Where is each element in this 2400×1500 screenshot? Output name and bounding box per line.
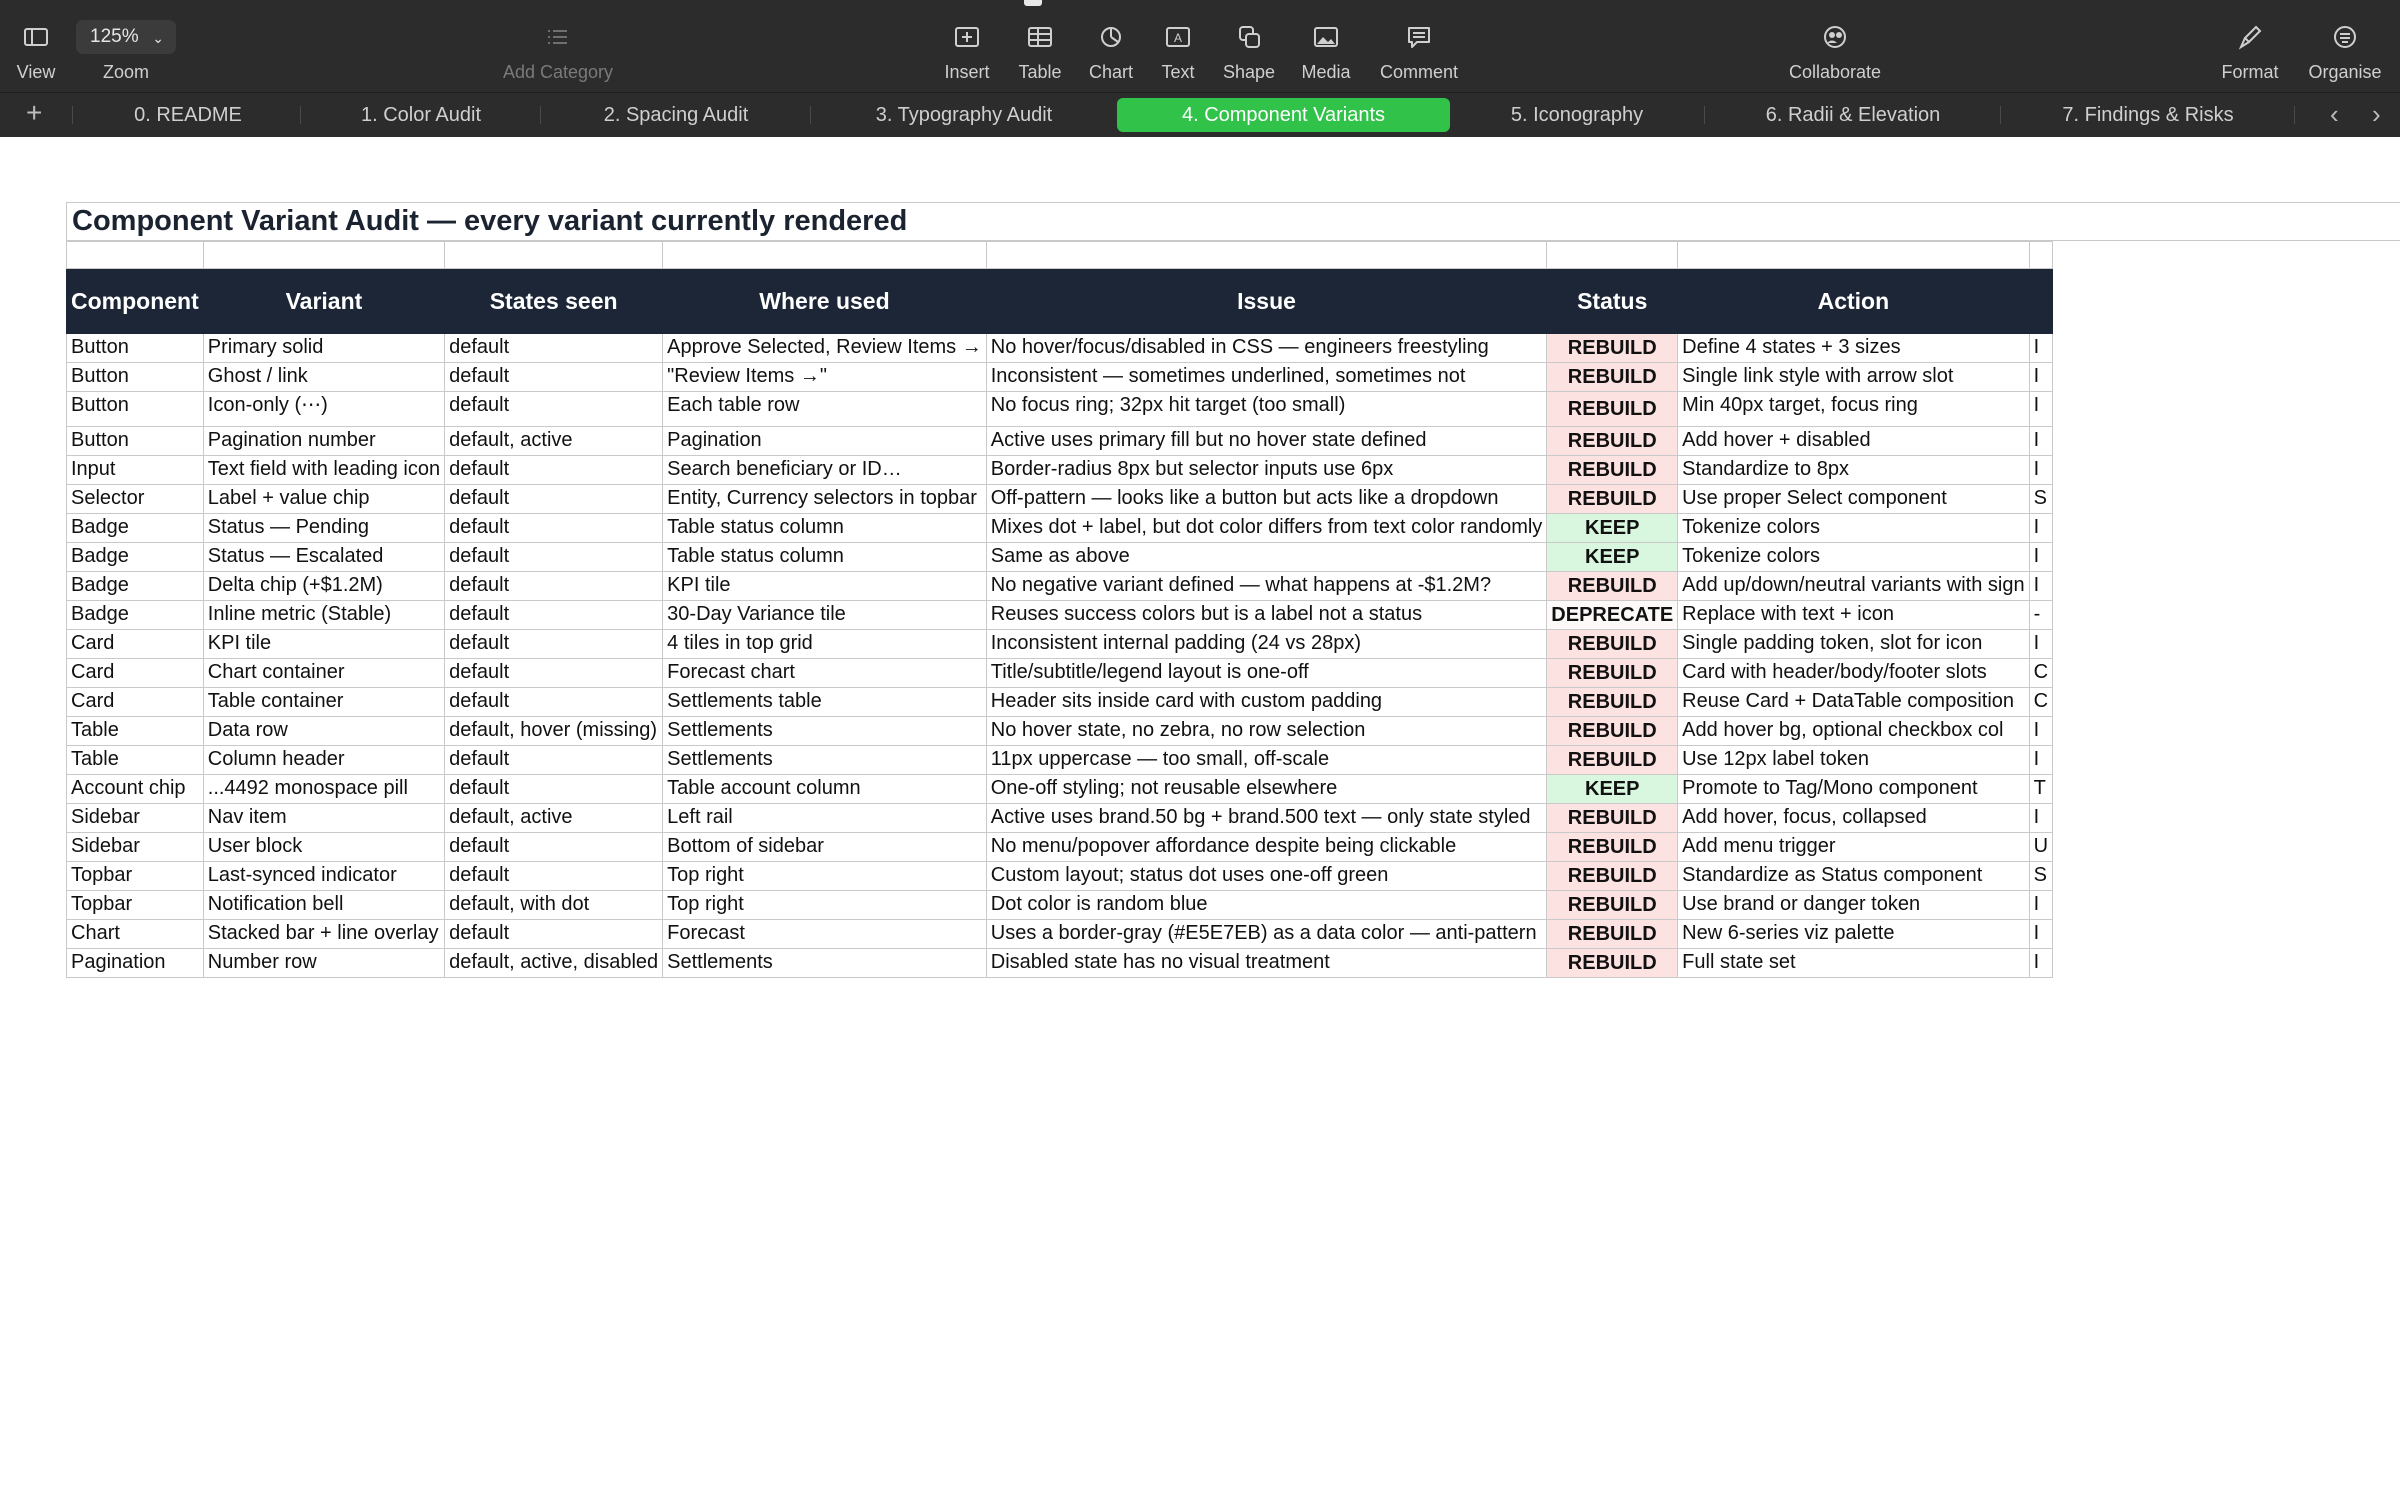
table-row xyxy=(67,891,2053,920)
cell-component[interactable]: Card xyxy=(67,659,204,688)
cell-states-seen[interactable]: default xyxy=(445,659,663,688)
cell-component[interactable]: Badge xyxy=(67,514,204,543)
variant-table xyxy=(66,241,2053,978)
cell-variant[interactable]: User block xyxy=(203,833,444,862)
cell-issue[interactable]: One-off styling; not reusable elsewhere xyxy=(986,775,1547,804)
cell-status[interactable]: REBUILD xyxy=(1547,334,1678,363)
cell-overflow[interactable]: C xyxy=(2029,688,2052,717)
cell-status[interactable]: REBUILD xyxy=(1547,363,1678,392)
cell-variant[interactable]: Status — Pending xyxy=(203,514,444,543)
cell-states-seen[interactable]: default, hover (missing) xyxy=(445,717,663,746)
comment-label: Comment xyxy=(1379,62,1459,82)
table-row xyxy=(67,572,2053,601)
cell-issue[interactable]: No hover state, no zebra, no row selection xyxy=(986,717,1547,746)
tab-iconography[interactable]: 5. Iconography xyxy=(1510,104,1644,126)
cell-overflow[interactable]: I xyxy=(2029,717,2052,746)
tab-readme[interactable]: 0. README xyxy=(134,104,242,126)
cell-variant[interactable]: Data row xyxy=(203,717,444,746)
column-header-variant[interactable]: Variant xyxy=(203,269,444,334)
cell-component[interactable]: Badge xyxy=(67,543,204,572)
tab-component-variants[interactable]: 4. Component Variants xyxy=(1117,98,1450,132)
cell-component[interactable]: Table xyxy=(67,717,204,746)
view-button[interactable] xyxy=(0,0,72,92)
cell-overflow[interactable]: U xyxy=(2029,833,2052,862)
cell-component[interactable]: Button xyxy=(67,427,204,456)
cell-status[interactable]: REBUILD xyxy=(1547,630,1678,659)
cell-action[interactable]: Use 12px label token xyxy=(1678,746,2029,775)
cell-status[interactable]: REBUILD xyxy=(1547,572,1678,601)
cell-component[interactable]: Topbar xyxy=(67,891,204,920)
tab-divider xyxy=(72,106,73,124)
cell-variant[interactable]: Icon-only (⋯) xyxy=(203,392,444,427)
cell-states-seen[interactable]: default xyxy=(445,456,663,485)
sheet-canvas xyxy=(0,137,2400,1500)
organise-label: Organise xyxy=(2308,62,2382,82)
collaborate-label: Collaborate xyxy=(1788,62,1882,82)
cell-status[interactable]: REBUILD xyxy=(1547,949,1678,978)
table-row xyxy=(67,920,2053,949)
cell-action[interactable]: Tokenize colors xyxy=(1678,514,2029,543)
cell-states-seen[interactable]: default xyxy=(445,775,663,804)
cell-where-used[interactable]: Settlements xyxy=(663,949,987,978)
cell-status[interactable]: REBUILD xyxy=(1547,659,1678,688)
table-row xyxy=(67,392,2053,427)
cell-status[interactable]: REBUILD xyxy=(1547,862,1678,891)
cell-overflow[interactable]: - xyxy=(2029,601,2052,630)
cell-states-seen[interactable]: default, active xyxy=(445,804,663,833)
insert-button[interactable] xyxy=(934,0,1000,92)
cell-component[interactable]: Account chip xyxy=(67,775,204,804)
cell-issue[interactable]: No focus ring; 32px hit target (too small) xyxy=(986,392,1547,427)
cell-states-seen[interactable]: default xyxy=(445,514,663,543)
tab-divider xyxy=(1704,106,1705,124)
cell-states-seen[interactable]: default, active xyxy=(445,427,663,456)
cell-issue[interactable]: Active uses brand.50 bg + brand.500 text — only state styled xyxy=(986,804,1547,833)
cell-overflow[interactable]: I xyxy=(2029,514,2052,543)
cell-overflow[interactable]: I xyxy=(2029,543,2052,572)
text-button[interactable] xyxy=(1150,0,1206,92)
cell-issue[interactable]: No menu/popover affordance despite being clickable xyxy=(986,833,1547,862)
cell-action[interactable]: Add menu trigger xyxy=(1678,833,2029,862)
add-category-button[interactable] xyxy=(480,0,636,92)
cell-component[interactable]: Button xyxy=(67,363,204,392)
table-row xyxy=(67,659,2053,688)
cell[interactable] xyxy=(445,242,663,269)
table-row xyxy=(67,804,2053,833)
cell-variant[interactable]: Ghost / link xyxy=(203,363,444,392)
cell-component[interactable]: Card xyxy=(67,688,204,717)
cell-where-used[interactable]: Bottom of sidebar xyxy=(663,833,987,862)
cell-states-seen[interactable]: default xyxy=(445,833,663,862)
chart-label: Chart xyxy=(1088,62,1133,82)
cell-states-seen[interactable]: default xyxy=(445,688,663,717)
cell-where-used[interactable]: Approve Selected, Review Items → xyxy=(663,334,987,363)
cell-variant[interactable]: Pagination number xyxy=(203,427,444,456)
shape-icon xyxy=(1233,22,1265,52)
comment-button[interactable] xyxy=(1370,0,1468,92)
table-row xyxy=(67,456,2053,485)
cell-states-seen[interactable]: default xyxy=(445,862,663,891)
cell-variant[interactable]: Table container xyxy=(203,688,444,717)
column-header-component[interactable]: Component xyxy=(67,269,204,334)
cell-status[interactable]: REBUILD xyxy=(1547,891,1678,920)
header-row xyxy=(67,269,2053,334)
table-row xyxy=(67,543,2053,572)
tab-color-audit[interactable]: 1. Color Audit xyxy=(360,104,482,126)
cell[interactable] xyxy=(2029,242,2052,269)
table-row xyxy=(67,746,2053,775)
cell-variant[interactable]: Status — Escalated xyxy=(203,543,444,572)
cell-where-used[interactable]: Entity, Currency selectors in topbar xyxy=(663,485,987,514)
column-header-where-used[interactable]: Where used xyxy=(663,269,987,334)
tab-divider xyxy=(2000,106,2001,124)
cell-issue[interactable]: Header sits inside card with custom padding xyxy=(986,688,1547,717)
cell-status[interactable]: KEEP xyxy=(1547,514,1678,543)
cell-variant[interactable]: Notification bell xyxy=(203,891,444,920)
tab-divider xyxy=(300,106,301,124)
cell-states-seen[interactable]: default xyxy=(445,572,663,601)
svg-text:A: A xyxy=(1173,31,1183,45)
tab-findings-risks[interactable]: 7. Findings & Risks xyxy=(2062,104,2234,126)
cell-issue[interactable]: Off-pattern — looks like a button but acts like a dropdown xyxy=(986,485,1547,514)
cell-states-seen[interactable]: default, active, disabled xyxy=(445,949,663,978)
cell-issue[interactable]: Same as above xyxy=(986,543,1547,572)
cell-action[interactable]: Add hover bg, optional checkbox col xyxy=(1678,717,2029,746)
cell-component[interactable]: Badge xyxy=(67,572,204,601)
cell-component[interactable]: Button xyxy=(67,392,204,427)
cell-issue[interactable]: Inconsistent internal padding (24 vs 28px) xyxy=(986,630,1547,659)
chevron-right-icon[interactable]: › xyxy=(2372,99,2381,129)
cell-where-used[interactable]: Each table row xyxy=(663,392,987,427)
table-row xyxy=(67,514,2053,543)
cell-component[interactable]: Topbar xyxy=(67,862,204,891)
cell-states-seen[interactable]: default xyxy=(445,334,663,363)
table-row xyxy=(67,862,2053,891)
cell-states-seen[interactable]: default xyxy=(445,485,663,514)
cell-variant[interactable]: Delta chip (+$1.2M) xyxy=(203,572,444,601)
cell-component[interactable]: Table xyxy=(67,746,204,775)
text-label: Text xyxy=(1161,62,1195,82)
cell-where-used[interactable]: Top right xyxy=(663,862,987,891)
cell-issue[interactable]: Border-radius 8px but selector inputs use 6px xyxy=(986,456,1547,485)
insert-icon xyxy=(951,22,983,52)
comment-icon xyxy=(1403,22,1435,52)
cell-status[interactable]: REBUILD xyxy=(1547,485,1678,514)
cell-component[interactable]: Selector xyxy=(67,485,204,514)
cell-where-used[interactable]: "Review Items →" xyxy=(663,363,987,392)
organise-button[interactable] xyxy=(2300,0,2390,92)
cell-action[interactable]: Promote to Tag/Mono component xyxy=(1678,775,2029,804)
column-header-states-seen[interactable]: States seen xyxy=(445,269,663,334)
tab-divider xyxy=(2294,106,2295,124)
text-box-icon xyxy=(1162,22,1194,52)
cell-overflow[interactable]: I xyxy=(2029,949,2052,978)
cell-status[interactable]: REBUILD xyxy=(1547,427,1678,456)
cell-where-used[interactable]: Settlements xyxy=(663,717,987,746)
cell-where-used[interactable]: Forecast xyxy=(663,920,987,949)
table-title[interactable]: Component Variant Audit — every variant currently rendered xyxy=(66,202,2400,241)
cell-variant[interactable]: Nav item xyxy=(203,804,444,833)
organise-icon xyxy=(2329,22,2361,52)
toolbar xyxy=(0,0,2400,92)
format-button[interactable] xyxy=(2214,0,2286,92)
sheet-tab-bar xyxy=(0,92,2400,137)
table-row xyxy=(67,334,2053,363)
cell-component[interactable]: Sidebar xyxy=(67,804,204,833)
cell-where-used[interactable]: Table status column xyxy=(663,514,987,543)
cell-component[interactable]: Card xyxy=(67,630,204,659)
table-label: Table xyxy=(1018,62,1062,82)
image-icon xyxy=(1310,22,1342,52)
cell-status[interactable]: KEEP xyxy=(1547,775,1678,804)
cell-overflow[interactable]: I xyxy=(2029,392,2052,427)
tab-divider xyxy=(810,106,811,124)
cell-where-used[interactable]: Left rail xyxy=(663,804,987,833)
cell-overflow[interactable]: I xyxy=(2029,920,2052,949)
cell-action[interactable]: Tokenize colors xyxy=(1678,543,2029,572)
view-label: View xyxy=(16,62,56,82)
cell-overflow[interactable]: I xyxy=(2029,456,2052,485)
cell-issue[interactable]: Dot color is random blue xyxy=(986,891,1547,920)
cell-component[interactable]: Pagination xyxy=(67,949,204,978)
cell-variant[interactable]: ...4492 monospace pill xyxy=(203,775,444,804)
cell-where-used[interactable]: Forecast chart xyxy=(663,659,987,688)
cell-states-seen[interactable]: default xyxy=(445,746,663,775)
cell-where-used[interactable]: 4 tiles in top grid xyxy=(663,630,987,659)
cell-action[interactable]: Use brand or danger token xyxy=(1678,891,2029,920)
cell-status[interactable]: REBUILD xyxy=(1547,717,1678,746)
cell-states-seen[interactable]: default, with dot xyxy=(445,891,663,920)
cell-overflow[interactable]: T xyxy=(2029,775,2052,804)
cell-issue[interactable]: Title/subtitle/legend layout is one-off xyxy=(986,659,1547,688)
cell[interactable] xyxy=(1547,242,1678,269)
cell-overflow[interactable]: I xyxy=(2029,804,2052,833)
cell-action[interactable]: Use proper Select component xyxy=(1678,485,2029,514)
cell-component[interactable]: Input xyxy=(67,456,204,485)
cell[interactable] xyxy=(1678,242,2029,269)
zoom-value: 125% xyxy=(90,26,139,47)
column-header-action[interactable]: Action xyxy=(1678,269,2029,334)
cell-variant[interactable]: Chart container xyxy=(203,659,444,688)
cell-overflow[interactable]: I xyxy=(2029,363,2052,392)
cell-action[interactable]: New 6-series viz palette xyxy=(1678,920,2029,949)
chevron-left-icon[interactable]: ‹ xyxy=(2330,99,2339,129)
table-row xyxy=(67,949,2053,978)
cell-action[interactable]: Reuse Card + DataTable composition xyxy=(1678,688,2029,717)
cell-component[interactable]: Chart xyxy=(67,920,204,949)
cell-status[interactable]: REBUILD xyxy=(1547,920,1678,949)
cell-status[interactable]: KEEP xyxy=(1547,543,1678,572)
media-button[interactable] xyxy=(1292,0,1360,92)
table-row xyxy=(67,485,2053,514)
cell-overflow[interactable]: I xyxy=(2029,572,2052,601)
column-header-status[interactable]: Status xyxy=(1547,269,1678,334)
cell-overflow[interactable]: I xyxy=(2029,891,2052,920)
column-header-issue[interactable]: Issue xyxy=(986,269,1547,334)
cell-component[interactable]: Badge xyxy=(67,601,204,630)
cell-states-seen[interactable]: default xyxy=(445,363,663,392)
cell-issue[interactable]: Custom layout; status dot uses one-off green xyxy=(986,862,1547,891)
table-button[interactable] xyxy=(1010,0,1070,92)
cell-component[interactable]: Button xyxy=(67,334,204,363)
cell-overflow[interactable]: I xyxy=(2029,746,2052,775)
cell-issue[interactable]: Active uses primary fill but no hover state defined xyxy=(986,427,1547,456)
add-category-label: Add Category xyxy=(502,62,614,82)
table-row xyxy=(67,688,2053,717)
cell-issue[interactable]: No negative variant defined — what happens at -$1.2M? xyxy=(986,572,1547,601)
chevron-down-icon: ⌄ xyxy=(152,30,164,46)
cell-variant[interactable]: Column header xyxy=(203,746,444,775)
cell-where-used[interactable]: Top right xyxy=(663,891,987,920)
zoom-label: Zoom xyxy=(102,62,149,82)
cell-action[interactable]: Full state set xyxy=(1678,949,2029,978)
cell-status[interactable]: REBUILD xyxy=(1547,392,1678,427)
cell-variant[interactable]: Label + value chip xyxy=(203,485,444,514)
cell-overflow[interactable]: S xyxy=(2029,862,2052,891)
cell-overflow[interactable]: I xyxy=(2029,630,2052,659)
cell-where-used[interactable]: Table status column xyxy=(663,543,987,572)
cell-variant[interactable]: Inline metric (Stable) xyxy=(203,601,444,630)
cell-states-seen[interactable]: default xyxy=(445,920,663,949)
cell-where-used[interactable]: 30-Day Variance tile xyxy=(663,601,987,630)
cell-variant[interactable]: KPI tile xyxy=(203,630,444,659)
tab-spacing-audit[interactable]: 2. Spacing Audit xyxy=(603,104,749,126)
cell-action[interactable]: Standardize as Status component xyxy=(1678,862,2029,891)
shape-label: Shape xyxy=(1222,62,1276,82)
cell-status[interactable]: REBUILD xyxy=(1547,456,1678,485)
cell-action[interactable]: Card with header/body/footer slots xyxy=(1678,659,2029,688)
cell[interactable] xyxy=(986,242,1547,269)
cell-variant[interactable]: Last-synced indicator xyxy=(203,862,444,891)
cell-states-seen[interactable]: default xyxy=(445,630,663,659)
cell-issue[interactable]: Reuses success colors but is a label not a status xyxy=(986,601,1547,630)
shape-button[interactable] xyxy=(1216,0,1282,92)
cell-action[interactable]: Single padding token, slot for icon xyxy=(1678,630,2029,659)
table-icon xyxy=(1024,22,1056,52)
table-row xyxy=(67,427,2053,456)
cell-variant[interactable]: Text field with leading icon xyxy=(203,456,444,485)
cell-issue[interactable]: Inconsistent — sometimes underlined, sometimes not xyxy=(986,363,1547,392)
chart-button[interactable] xyxy=(1081,0,1141,92)
tab-typography-audit[interactable]: 3. Typography Audit xyxy=(875,104,1053,126)
cell-action[interactable]: Replace with text + icon xyxy=(1678,601,2029,630)
cell-issue[interactable]: No hover/focus/disabled in CSS — engineers freestyling xyxy=(986,334,1547,363)
cell-issue[interactable]: Disabled state has no visual treatment xyxy=(986,949,1547,978)
media-label: Media xyxy=(1301,62,1351,82)
cell-variant[interactable]: Primary solid xyxy=(203,334,444,363)
cell-action[interactable]: Standardize to 8px xyxy=(1678,456,2029,485)
table-row xyxy=(67,775,2053,804)
cell-action[interactable]: Single link style with arrow slot xyxy=(1678,363,2029,392)
cell-where-used[interactable]: Table account column xyxy=(663,775,987,804)
zoom-label-wrap xyxy=(76,0,176,92)
table-row xyxy=(67,833,2053,862)
cell-where-used[interactable]: Pagination xyxy=(663,427,987,456)
cell-status[interactable]: REBUILD xyxy=(1547,688,1678,717)
cell-states-seen[interactable]: default xyxy=(445,392,663,427)
tab-radii-elevation[interactable]: 6. Radii & Elevation xyxy=(1765,104,1941,126)
cell-issue[interactable]: Mixes dot + label, but dot color differs from text color randomly xyxy=(986,514,1547,543)
spacer-row xyxy=(67,242,2053,269)
cell[interactable] xyxy=(67,242,204,269)
insert-label: Insert xyxy=(944,62,990,82)
cell-issue[interactable]: 11px uppercase — too small, off-scale xyxy=(986,746,1547,775)
cell-where-used[interactable]: Settlements table xyxy=(663,688,987,717)
cell[interactable] xyxy=(203,242,444,269)
table-row xyxy=(67,717,2053,746)
cell-status[interactable]: REBUILD xyxy=(1547,804,1678,833)
tab-divider xyxy=(540,106,541,124)
cell-issue[interactable]: Uses a border-gray (#E5E7EB) as a data color — anti-pattern xyxy=(986,920,1547,949)
table-row xyxy=(67,363,2053,392)
cell-states-seen[interactable]: default xyxy=(445,543,663,572)
cell-status[interactable]: DEPRECATE xyxy=(1547,601,1678,630)
column-header-overflow[interactable] xyxy=(2029,269,2052,334)
cell-status[interactable]: REBUILD xyxy=(1547,833,1678,862)
paintbrush-icon xyxy=(2234,22,2266,52)
cell-action[interactable]: Add hover + disabled xyxy=(1678,427,2029,456)
cell-where-used[interactable]: Search beneficiary or ID… xyxy=(663,456,987,485)
cell-where-used[interactable]: KPI tile xyxy=(663,572,987,601)
collaborate-icon xyxy=(1819,22,1851,52)
cell-action[interactable]: Define 4 states + 3 sizes xyxy=(1678,334,2029,363)
cell-overflow[interactable]: I xyxy=(2029,334,2052,363)
table-row xyxy=(67,601,2053,630)
format-label: Format xyxy=(2221,62,2279,82)
sidebar-icon xyxy=(20,22,52,52)
cell-states-seen[interactable]: default xyxy=(445,601,663,630)
cell-overflow[interactable]: I xyxy=(2029,427,2052,456)
cell-component[interactable]: Sidebar xyxy=(67,833,204,862)
collaborate-button[interactable] xyxy=(1780,0,1890,92)
cell-variant[interactable]: Stacked bar + line overlay xyxy=(203,920,444,949)
cell-where-used[interactable]: Settlements xyxy=(663,746,987,775)
cell[interactable] xyxy=(663,242,987,269)
cell-overflow[interactable]: C xyxy=(2029,659,2052,688)
cell-variant[interactable]: Number row xyxy=(203,949,444,978)
cell-status[interactable]: REBUILD xyxy=(1547,746,1678,775)
pie-chart-icon xyxy=(1095,22,1127,52)
table-row xyxy=(67,630,2053,659)
cell-action[interactable]: Add hover, focus, collapsed xyxy=(1678,804,2029,833)
cell-overflow[interactable]: S xyxy=(2029,485,2052,514)
cell-action[interactable]: Add up/down/neutral variants with sign xyxy=(1678,572,2029,601)
cell-action[interactable]: Min 40px target, focus ring xyxy=(1678,392,2029,427)
add-sheet-icon[interactable]: + xyxy=(26,97,43,128)
list-icon xyxy=(542,22,574,52)
